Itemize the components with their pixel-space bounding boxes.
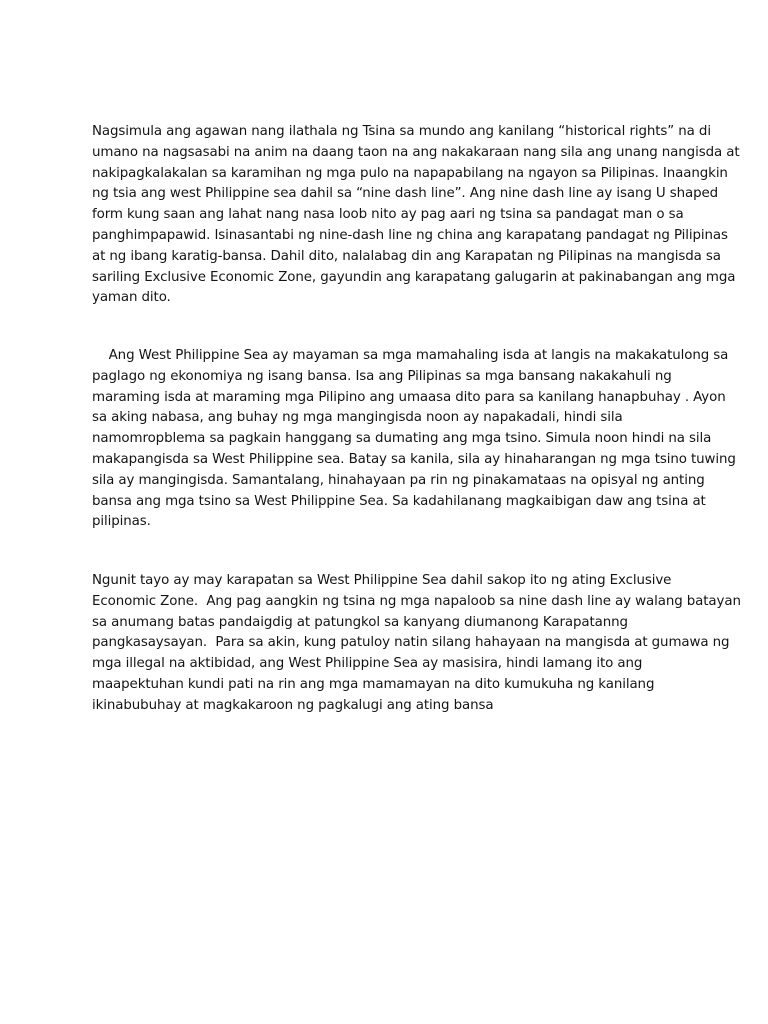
text-line: ikinabubuhay at magkakaroon ng pagkalugi ang ating bansa (92, 697, 494, 713)
text-line: sariling Exclusive Economic Zone, gayundin ang karapatang galugarin at pakinabangan ang mga (92, 269, 736, 285)
text-line: paglago ng ekonomiya ng isang bansa. Isa ang Pilipinas sa mga bansang nakakahuli ng (92, 368, 672, 384)
text-line: umano na nagsasabi na anim na daang taon na ang nakakaraan nang sila ang unang nangisda at (92, 144, 740, 160)
text-line: bansa ang mga tsino sa West Philippine Sea. Sa kadahilanang magkaibigan daw ang tsina at (92, 493, 706, 509)
paragraph-2 (92, 346, 736, 533)
text-line: pangkasaysayan. Para sa akin, kung patuloy natin silang hahayaan na mangisda at gumawa ng (92, 635, 730, 651)
text-line: pilipinas. (92, 514, 151, 530)
text-line: maraming isda at maraming mga Pilipino ang umaasa dito para sa kanilang hanapbuhay . Ayon (92, 389, 726, 405)
text-line: Ngunit tayo ay may karapatan sa West Philippine Sea dahil sakop ito ng ating Exclusive (92, 573, 672, 588)
text-line: form kung saan ang lahat nang nasa loob nito ay pag aari ng tsina sa pandagat man o sa (92, 207, 684, 223)
paragraph-3 (92, 571, 741, 717)
text-line: nakipagkalakalan sa karamihan ng mga pulo na napapabilang na ngayon sa Pilipinas. Inaangkin (92, 165, 728, 181)
text-line: panghimpapawid. Isinasantabi ng nine-dash line ng china ang karapatang pandagat ng Pilipinas (92, 227, 728, 243)
text-line: mga illegal na aktibidad, ang West Philippine Sea ay masisira, hindi lamang ito ang (92, 656, 643, 672)
text-line: at ng ibang karatig-bansa. Dahil dito, nalalabag din ang Karapatan ng Pilipinas na mangisda sa (92, 248, 721, 264)
text-line: Economic Zone. Ang pag aangkin ng tsina ng mga napaloob sa nine dash line ay walang batayan (92, 593, 741, 609)
text-line: makapangisda sa West Philippine sea. Batay sa kanila, sila ay hinaharangan ng mga tsino tuwing (92, 451, 736, 467)
paragraph-1 (92, 122, 740, 309)
text-line: ng tsia ang west Philippine sea dahil sa “nine dash line”. Ang nine dash line ay isang U shaped (92, 186, 719, 202)
text-line: sila ay mangingisda. Samantalang, hinahayaan pa rin ng pinakamataas na opisyal ng anting (92, 472, 705, 488)
text-line: namomropblema sa pagkain hanggang sa dumating ang mga tsino. Simula noon hindi na sila (92, 431, 712, 447)
text-line: sa anumang batas pandaigdig at patungkol sa kanyang diumanong Karapatanng (92, 614, 628, 630)
text-line: Nagsimula ang agawan nang ilathala ng Tsina sa mundo ang kanilang “historical rights” na di (92, 124, 711, 139)
text-line: yaman dito. (92, 290, 171, 306)
text-line: maapektuhan kundi pati na rin ang mga mamamayan na dito kumukuha ng kanilang (92, 676, 655, 692)
text-line: Ang West Philippine Sea ay mayaman sa mga mamahaling isda at langis na makakatulong sa (92, 348, 729, 363)
text-line: sa aking nabasa, ang buhay ng mga mangingisda noon ay napakadali, hindi sila (92, 410, 623, 426)
